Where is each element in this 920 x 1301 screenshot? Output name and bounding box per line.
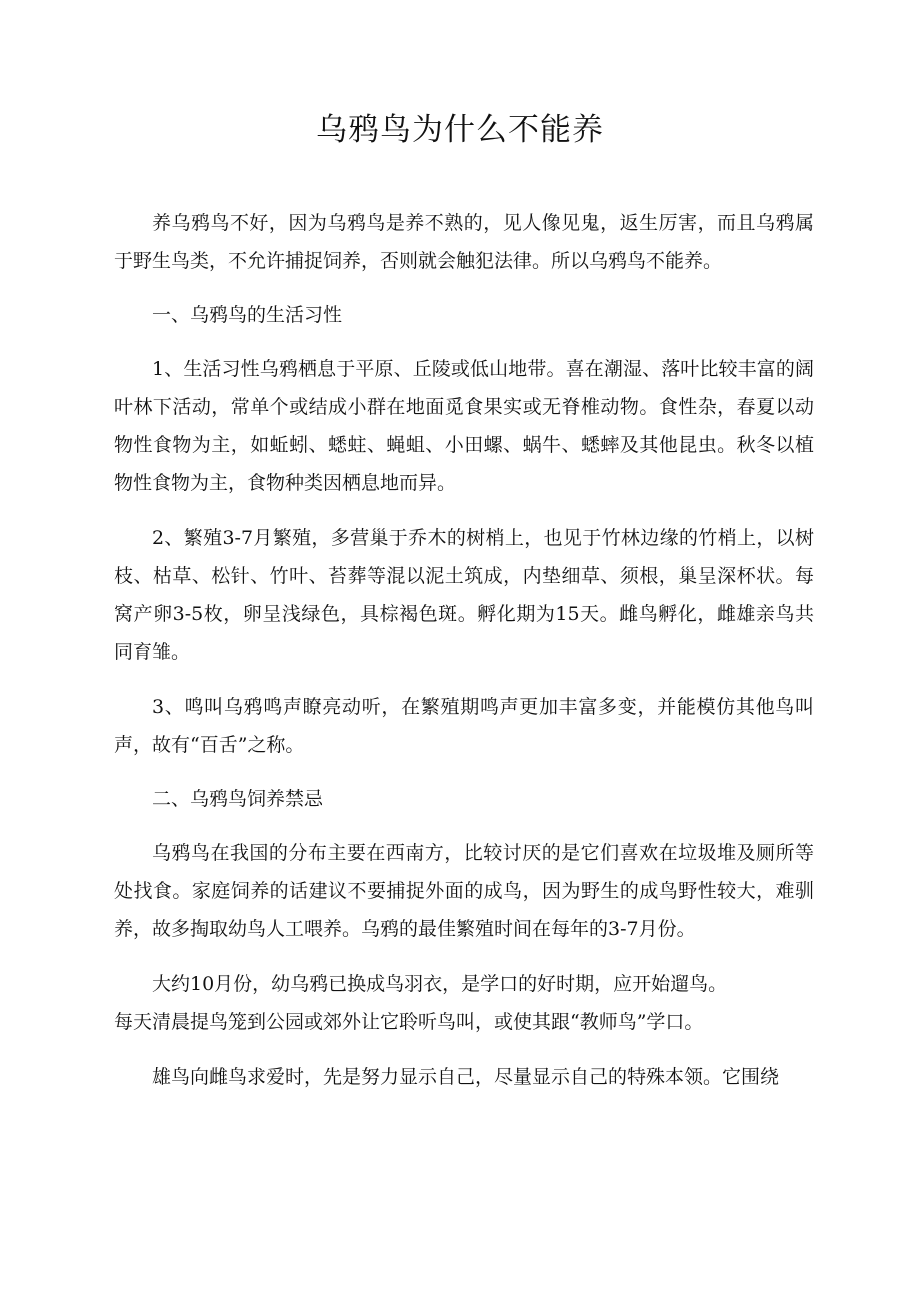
taboos-paragraph-morning: 每天清晨提鸟笼到公园或郊外让它聆听鸟叫，或使其跟“教师鸟”学口。	[114, 1011, 704, 1033]
habits-paragraph-calling: 3、鸣叫乌鸦鸣声瞭亮动听，在繁殖期鸣声更加丰富多变，并能模仿其他鸟叫声，故有“百舌”之称。	[114, 696, 814, 756]
document-body	[114, 204, 814, 1096]
habits-paragraph-breeding: 2、繁殖3-7月繁殖，多营巢于乔木的树梢上，也见于竹林边缘的竹梢上，以树枝、枯草、松针、竹叶、苔葬等混以泥土筑成，内垫细草、须根，巢呈深杯状。每窝产卵3-5枚，卵呈浅绿色，具棕褐色斑。孵化期为15天。雌鸟孵化，雌雄亲鸟共同育雏。	[114, 527, 814, 663]
courtship-paragraph: 雄鸟向雌鸟求爱时，先是努力显示自己，尽量显示自己的特殊本领。它围绕	[152, 1066, 780, 1088]
taboos-paragraph-october: 大约10月份，幼乌鸦已换成鸟羽衣，是学口的好时期，应开始遛鸟。	[152, 973, 728, 995]
habits-paragraph-living: 1、生活习性乌鸦栖息于平原、丘陵或低山地带。喜在潮湿、落叶比较丰富的阔叶林下活动，常单个或结成小群在地面觅食果实或无脊椎动物。食性杂，春夏以动物性食物为主，如蚯蚓、蟋蛀、蝇蛆、小田螺、蜗牛、蟋蟀及其他昆虫。秋冬以植物性食物为主，食物种类因栖息地而异。	[114, 358, 814, 494]
taboos-paragraph-distribution: 乌鸦鸟在我国的分布主要在西南方，比较讨厌的是它们喜欢在垃圾堆及厕所等处找食。家庭饲养的话建议不要捕捉外面的成鸟，因为野生的成鸟野性较大，难驯养，故多掏取幼鸟人工喂养。乌鸦的最佳繁殖时间在每年的3-7月份。	[114, 842, 814, 940]
section-heading-habits: 一、乌鸦鸟的生活习性	[152, 304, 343, 326]
document-title: 乌鸦鸟为什么不能养	[316, 112, 604, 148]
intro-paragraph: 养乌鸦鸟不好，因为乌鸦鸟是养不熟的，见人像见鬼，返生厉害，而且乌鸦属于野生鸟类，不允许捕捉饲养，否则就会触犯法律。所以乌鸦鸟不能养。	[114, 212, 814, 272]
section-heading-taboos: 二、乌鸦鸟饲养禁忌	[152, 788, 324, 810]
